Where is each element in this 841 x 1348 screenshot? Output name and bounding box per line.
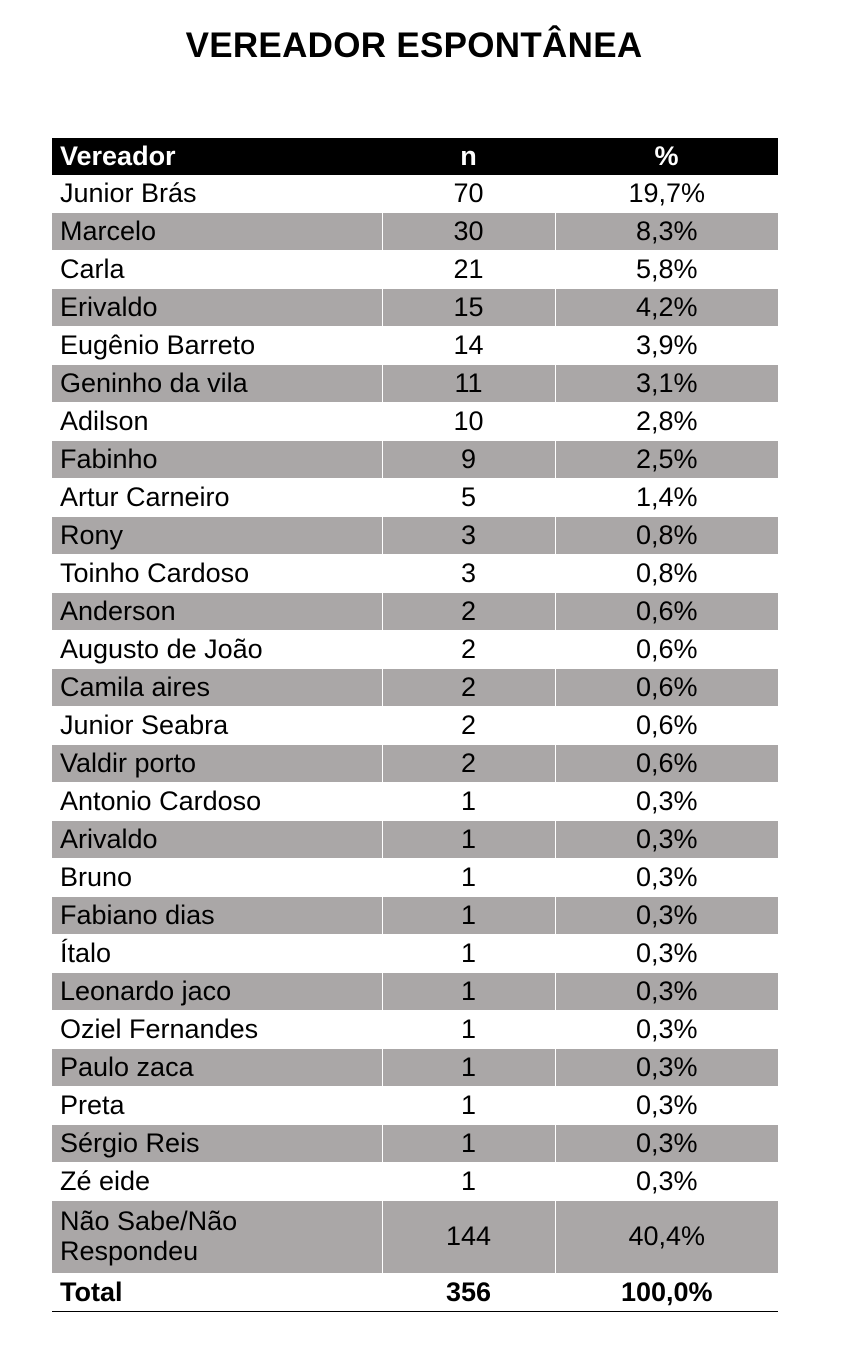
total-n: 356 <box>382 1274 555 1312</box>
cell-vereador: Eugênio Barreto <box>52 327 382 365</box>
cell-percent: 40,4% <box>555 1201 778 1274</box>
cell-percent: 4,2% <box>555 289 778 327</box>
table-row <box>52 1049 778 1087</box>
cell-n: 10 <box>382 403 555 441</box>
table-row <box>52 1201 778 1274</box>
table-row <box>52 555 778 593</box>
cell-percent: 0,6% <box>555 593 778 631</box>
table-row <box>52 783 778 821</box>
cell-percent: 8,3% <box>555 213 778 251</box>
table-row <box>52 669 778 707</box>
cell-percent: 0,6% <box>555 745 778 783</box>
cell-vereador: Toinho Cardoso <box>52 555 382 593</box>
cell-vereador: Antonio Cardoso <box>52 783 382 821</box>
cell-vereador: Marcelo <box>52 213 382 251</box>
column-header-vereador: Vereador <box>52 138 382 175</box>
cell-n: 14 <box>382 327 555 365</box>
cell-percent: 1,4% <box>555 479 778 517</box>
cell-vereador: Artur Carneiro <box>52 479 382 517</box>
cell-n: 21 <box>382 251 555 289</box>
table-row <box>52 289 778 327</box>
cell-vereador: Bruno <box>52 859 382 897</box>
cell-percent: 0,3% <box>555 1087 778 1125</box>
column-header-n: n <box>382 138 555 175</box>
cell-vereador: Adilson <box>52 403 382 441</box>
cell-n: 15 <box>382 289 555 327</box>
table-row <box>52 935 778 973</box>
cell-n: 1 <box>382 1163 555 1201</box>
cell-n: 1 <box>382 935 555 973</box>
table-row <box>52 441 778 479</box>
cell-percent: 0,3% <box>555 1125 778 1163</box>
table-row <box>52 897 778 935</box>
cell-percent: 2,5% <box>555 441 778 479</box>
cell-percent: 19,7% <box>555 175 778 213</box>
cell-vereador: Valdir porto <box>52 745 382 783</box>
cell-vereador: Camila aires <box>52 669 382 707</box>
table-row <box>52 745 778 783</box>
cell-n: 11 <box>382 365 555 403</box>
cell-vereador: Não Sabe/Não Respondeu <box>52 1201 382 1274</box>
table-row <box>52 821 778 859</box>
cell-n: 1 <box>382 1125 555 1163</box>
cell-percent: 2,8% <box>555 403 778 441</box>
cell-vereador: Arivaldo <box>52 821 382 859</box>
cell-n: 30 <box>382 213 555 251</box>
cell-percent: 0,3% <box>555 1011 778 1049</box>
cell-percent: 0,8% <box>555 555 778 593</box>
table-row <box>52 213 778 251</box>
table-row <box>52 593 778 631</box>
cell-n: 1 <box>382 859 555 897</box>
table-row <box>52 1087 778 1125</box>
column-header-percent: % <box>555 138 778 175</box>
cell-percent: 3,1% <box>555 365 778 403</box>
cell-vereador: Junior Brás <box>52 175 382 213</box>
table-row <box>52 327 778 365</box>
table-row <box>52 707 778 745</box>
cell-percent: 5,8% <box>555 251 778 289</box>
cell-percent: 0,6% <box>555 707 778 745</box>
cell-n: 70 <box>382 175 555 213</box>
cell-percent: 0,3% <box>555 935 778 973</box>
cell-percent: 0,3% <box>555 897 778 935</box>
cell-vereador: Preta <box>52 1087 382 1125</box>
table-header-row <box>52 138 778 175</box>
cell-percent: 0,3% <box>555 1163 778 1201</box>
cell-percent: 0,3% <box>555 1049 778 1087</box>
cell-vereador: Rony <box>52 517 382 555</box>
cell-n: 2 <box>382 745 555 783</box>
cell-n: 1 <box>382 897 555 935</box>
cell-n: 1 <box>382 1011 555 1049</box>
cell-n: 1 <box>382 973 555 1011</box>
table-row <box>52 365 778 403</box>
cell-n: 2 <box>382 707 555 745</box>
cell-vereador: Geninho da vila <box>52 365 382 403</box>
cell-n: 2 <box>382 593 555 631</box>
cell-vereador: Zé eide <box>52 1163 382 1201</box>
cell-percent: 0,8% <box>555 517 778 555</box>
cell-vereador: Fabiano dias <box>52 897 382 935</box>
cell-percent: 0,3% <box>555 821 778 859</box>
table-row <box>52 1125 778 1163</box>
cell-vereador: Paulo zaca <box>52 1049 382 1087</box>
table-row <box>52 1163 778 1201</box>
cell-percent: 0,3% <box>555 859 778 897</box>
table-row <box>52 1011 778 1049</box>
table-row <box>52 517 778 555</box>
cell-vereador: Oziel Fernandes <box>52 1011 382 1049</box>
total-row <box>52 1274 778 1312</box>
page-title: VEREADOR ESPONTÂNEA <box>185 26 643 65</box>
cell-percent: 0,3% <box>555 973 778 1011</box>
cell-vereador: Carla <box>52 251 382 289</box>
table-row <box>52 973 778 1011</box>
total-label: Total <box>52 1274 382 1312</box>
table-row <box>52 251 778 289</box>
cell-vereador: Fabinho <box>52 441 382 479</box>
cell-percent: 0,6% <box>555 631 778 669</box>
cell-vereador: Anderson <box>52 593 382 631</box>
table-row <box>52 631 778 669</box>
cell-n: 1 <box>382 1087 555 1125</box>
cell-vereador: Junior Seabra <box>52 707 382 745</box>
cell-percent: 0,6% <box>555 669 778 707</box>
cell-vereador: Augusto de João <box>52 631 382 669</box>
cell-n: 9 <box>382 441 555 479</box>
vereador-table <box>52 138 778 1312</box>
cell-vereador: Erivaldo <box>52 289 382 327</box>
cell-n: 1 <box>382 783 555 821</box>
cell-n: 3 <box>382 517 555 555</box>
cell-n: 144 <box>382 1201 555 1274</box>
cell-percent: 3,9% <box>555 327 778 365</box>
cell-vereador: Leonardo jaco <box>52 973 382 1011</box>
table-row <box>52 175 778 213</box>
cell-vereador: Sérgio Reis <box>52 1125 382 1163</box>
cell-n: 3 <box>382 555 555 593</box>
cell-n: 2 <box>382 669 555 707</box>
cell-percent: 0,3% <box>555 783 778 821</box>
table-row <box>52 859 778 897</box>
cell-n: 5 <box>382 479 555 517</box>
table-row <box>52 479 778 517</box>
cell-n: 2 <box>382 631 555 669</box>
cell-n: 1 <box>382 821 555 859</box>
total-percent: 100,0% <box>555 1274 778 1312</box>
cell-n: 1 <box>382 1049 555 1087</box>
cell-vereador: Ítalo <box>52 935 382 973</box>
table-row <box>52 403 778 441</box>
